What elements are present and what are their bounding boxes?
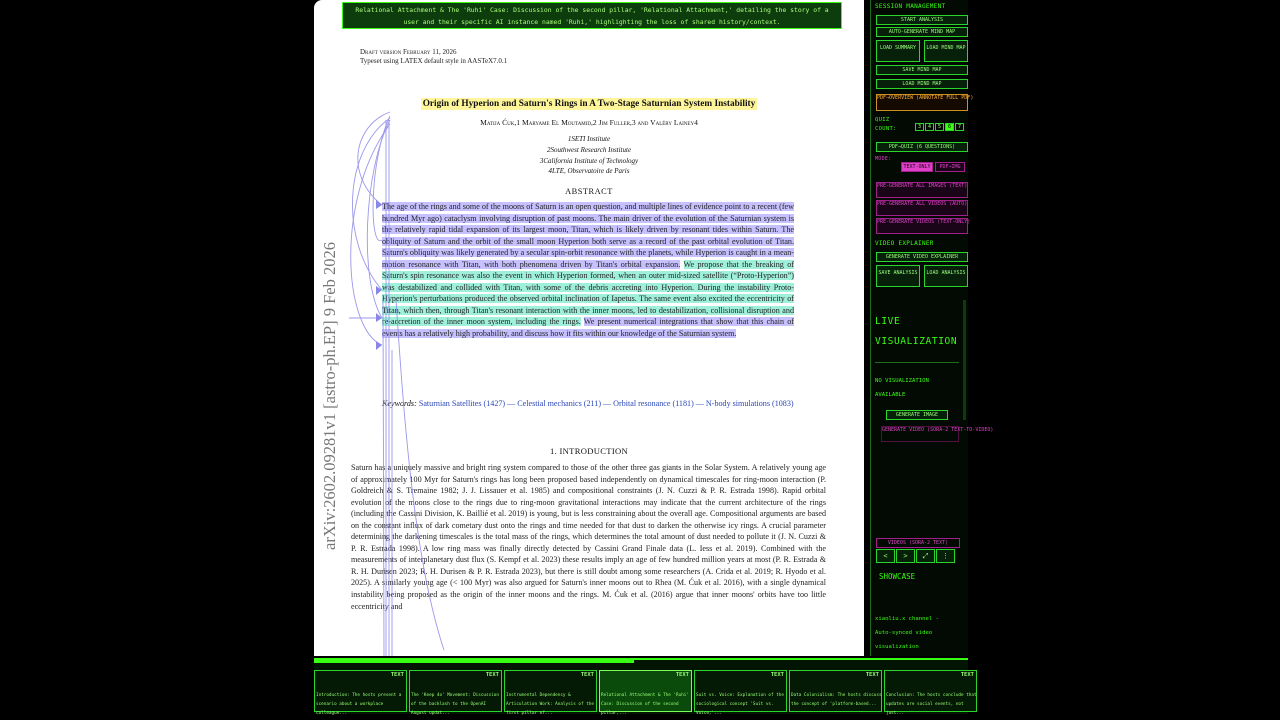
load-summary-button[interactable]: LOAD SUMMARY [876,40,920,62]
draft-version: Draft version February 11, 2026 [360,48,457,56]
segment-type-tag: TEXT [390,672,404,678]
pdf-overview-button[interactable]: PDF→OVERVIEW (ANNOTATE FULL PDF) [876,94,968,111]
arxiv-stamp: arXiv:2602.09281v1 [astro-ph.EP] 9 Feb 2026 [320,242,339,550]
no-visualization-message: NO VISUALIZATION AVAILABLE [875,378,929,398]
keywords [382,398,794,410]
playback-progress[interactable] [314,660,634,663]
videos-sora-label: VIDEOS (SORA-2 TEXT) [876,538,960,548]
segment-summary: Instrumental Dependency & Articulation Work: Analysis of the first pillar of... [506,693,594,716]
segment-card[interactable] [504,670,597,716]
paper-authors: Matija Ćuk,1 Maryame El Moutamid,2 Jim Fuller,3 and Valéry Lainey4 [480,118,698,127]
generate-image-button[interactable]: GENERATE IMAGE [886,410,948,420]
next-button[interactable]: > [896,549,915,563]
affiliation: 4LTE, Observatoire de Paris [548,167,630,176]
pre-generate-videos-auto-button[interactable]: PRE-GENERATE ALL VIDEOS (AUTO) [876,200,968,216]
scrollbar[interactable] [963,300,966,420]
channel-line: xiaoliu.x channel - [875,616,939,622]
channel-info [875,612,965,654]
control-panel [870,0,994,656]
generate-video-button[interactable]: GENERATE VIDEO (SORA-2 TEXT-TO-VIDEO) [881,426,959,442]
channel-line: visualization [875,644,919,650]
introduction-text: Saturn has a uniquely massive and bright ring system compared to those of the other three gas giants in the Solar System. A relatively young age of approximately 100 Myr for Saturn's rings has long been proposed based independently on dynamical timescales for ring-moon interaction (P. Goldreich & S. Tremaine 1982; J. J. Lissauer et al. 1985) and compositional constraints (J. N. Cuzzi & P. R. Estrada 1998). Rapid orbital evolution of the moons close to the rings due to ring-moon gravitational interactions may indicate that the current architecture of the rings (including the Cassini Division, K. Baillié et al. 2019) is young, but is less constraining about the overall age. Compositional arguments are based on the constant influx of dark cometary dust onto the rings and time needed for that dust to darken the otherwise icy rings. A crucial parameter determining the darkening timescales is the total mass of the rings, which determines the total amount of dust needed to pollute it (J. N. Cuzzi & P. R. Estrada 1998). A low ring mass was finally directly detected by Cassini Grand Finale data (L. Iess et al. 2019). Combined with the measurements of interplanetary dust flux (S. Kempf et al. 2023) these results imply an age of few hundred million years at most (P. R. Estrada & R. H. Durisen 2023; R. H. Durisen & P. R. Estrada 2023), but there is still doubt among some researchers (A. Crida et al. 2019; R. Hyodo et al. 2025). A similarly young age (< 100 Myr) was also argued for Saturn's inner moons out to Rhea (M. Ćuk et al. 2016), with a single dynamical instability being proposed as the origin of the inner moons and the rings. M. Ćuk et al. (2016) argue that inner moons' orbits have too little eccentricity and [351,463,826,611]
video-nav-controls [876,549,956,563]
mode-text-only-toggle[interactable]: TEXT-ONLY [901,162,933,172]
generate-video-explainer-button[interactable]: GENERATE VIDEO EXPLAINER [876,252,968,262]
keywords-links[interactable]: Saturnian Satellites (1427) — Celestial mechanics (211) — Orbital resonance (1181) — N-body simulations (1083) [418,399,794,408]
pre-generate-images-button[interactable]: PRE-GENERATE ALL IMAGES (TEXT) [876,182,968,198]
load-analysis-button[interactable]: LOAD ANALYSIS [924,265,968,287]
showcase-title: SHOWCASE [879,572,916,581]
segment-summary: Relational Attachment & The 'Ruhi' Case: Discussion of the second pillar,... [601,693,689,716]
highlight-purple[interactable]: The age of the rings and some of the moons of Saturn is an open question, and multiple lines of evidence point to a recent (few hundred Myr ago) cataclysm involving disruption of past moons. The main driver of the evolution of the Saturnian system is the relatively rapid tidal expansion of its largest moon, Titan, which is likely driven by resonant tides within Saturn. The obliquity of Saturn and the orbit of the small moon Hyperion both serve as a record of the past orbital evolution of Titan. Saturn's obliquity was likely generated by a secular spin-orbit resonance with the planets, while Hyperion is caught in a mean-motion resonance with Titan, with both phenomena driven by Titan's orbital expansion. [382,202,794,269]
save-mind-map-button[interactable]: SAVE MIND MAP [876,65,968,75]
abstract-heading: ABSTRACT [565,187,613,196]
grid-icon[interactable]: ⋮ [936,549,955,563]
segment-card[interactable] [314,670,407,716]
live-visualization-title: LIVE VISUALIZATION [875,316,958,347]
pre-generate-videos-text-button[interactable]: PRE-GENERATE VIDEOS (TEXT-ONLY) [876,218,968,234]
affiliations [314,134,864,177]
affiliation: 1SETI Institute [567,135,611,143]
quiz-count-option[interactable]: 7 [955,123,964,131]
segment-type-tag: TEXT [865,672,879,678]
abstract-text[interactable] [382,201,794,340]
fullscreen-icon[interactable]: ⤢ [916,549,935,563]
segment-card[interactable] [694,670,787,716]
quiz-count-label: QUIZ COUNT: [875,117,897,132]
highlight-teal[interactable]: We propose that the breaking of Saturn's spin resonance was also the event in which Hyperion formed, when an outer mid-sized satellite (“Proto-Hyperion”) was destabilized and collided with Titan, with some of the debris accreting into Hyperion. During the instability Proto-Hyperion's perturbations produced the observed orbital inclination of Iapetus. The same event also excited the eccentricity of Titan, which then, through Titan's resonant interaction with the inner moons, led to destabilization, collisional disruption and re-accretion of the inner moon system, including the rings. [382,259,794,327]
keywords-label: Keywords: [382,399,417,408]
quiz-count-option-selected[interactable]: 6 [945,123,954,131]
mode-label: MODE: [875,156,892,162]
quiz-count-selector[interactable] [915,123,965,131]
segment-summary: Introduction: The hosts present a scenario about a workplace colleague... [316,693,402,716]
prev-button[interactable]: < [876,549,895,563]
mode-pdf-img-toggle[interactable]: PDF→IMG [935,162,965,172]
save-analysis-button[interactable]: SAVE ANALYSIS [876,265,920,287]
segment-type-tag: TEXT [960,672,974,678]
pdf-document-viewer[interactable] [314,0,864,656]
segment-type-tag: TEXT [770,672,784,678]
segment-summary: The 'Keep 4o' Movement: Discussion of the backlash to the OpenAI August updat... [411,693,499,716]
highlight-purple[interactable]: We present numerical integrations that show that this chain of events has a relatively high probability, and discuss how it fits within our knowledge of the Saturnian system. [382,317,794,339]
session-heading: SESSION MANAGEMENT [875,3,946,10]
paper-title: Origin of Hyperion and Saturn's Rings in A Two-Stage Saturnian System Instability [422,99,756,109]
segment-card[interactable] [884,670,977,716]
quiz-count-option[interactable]: 5 [935,123,944,131]
load-mind-map-small-button[interactable]: LOAD MIND MAP [924,40,968,62]
segment-card[interactable] [789,670,882,712]
draft-header [360,48,507,66]
segment-card[interactable] [409,670,502,716]
caption-banner: Relational Attachment & The 'Ruhi' Case: Discussion of the second pillar, 'Relational Attachment,' detailing the story of a user and their specific AI instance named 'Ruhi,' highlighting the loss of shared history/context. [342,2,842,29]
segment-type-tag: TEXT [675,672,689,678]
affiliation: 2Southwest Research Institute [546,145,632,154]
pdf-quiz-button[interactable]: PDF→QUIZ (6 QUESTIONS) [876,142,968,152]
segment-card[interactable] [599,670,692,716]
typeset-line: Typeset using LATEX default style in AASTeX7.0.1 [360,57,508,65]
segment-summary: Conclusion: The hosts conclude that updates are social events, not just... [886,693,977,716]
load-mind-map-button[interactable]: LOAD MIND MAP [876,79,968,89]
segment-summary: Suit vs. Voice: Explanation of the sociological concept 'Suit vs. Voice,'... [696,693,784,716]
segment-type-tag: TEXT [580,672,594,678]
channel-line: Auto-synced video [875,630,933,636]
segment-filmstrip [314,658,977,716]
video-explainer-heading: VIDEO EXPLAINER [875,240,934,247]
segment-summary: Data Colonialism: The hosts discuss the concept of 'platform-based... [791,693,882,707]
section-heading: 1. INTRODUCTION [549,446,629,456]
segment-type-tag: TEXT [485,672,499,678]
start-analysis-button[interactable]: START ANALYSIS [876,15,968,25]
divider [875,362,959,363]
quiz-count-option[interactable]: 4 [925,123,934,131]
affiliation: 3California Institute of Technology [539,156,639,165]
quiz-count-option[interactable]: 3 [915,123,924,131]
auto-mind-map-button[interactable]: AUTO-GENERATE MIND MAP [876,27,968,37]
